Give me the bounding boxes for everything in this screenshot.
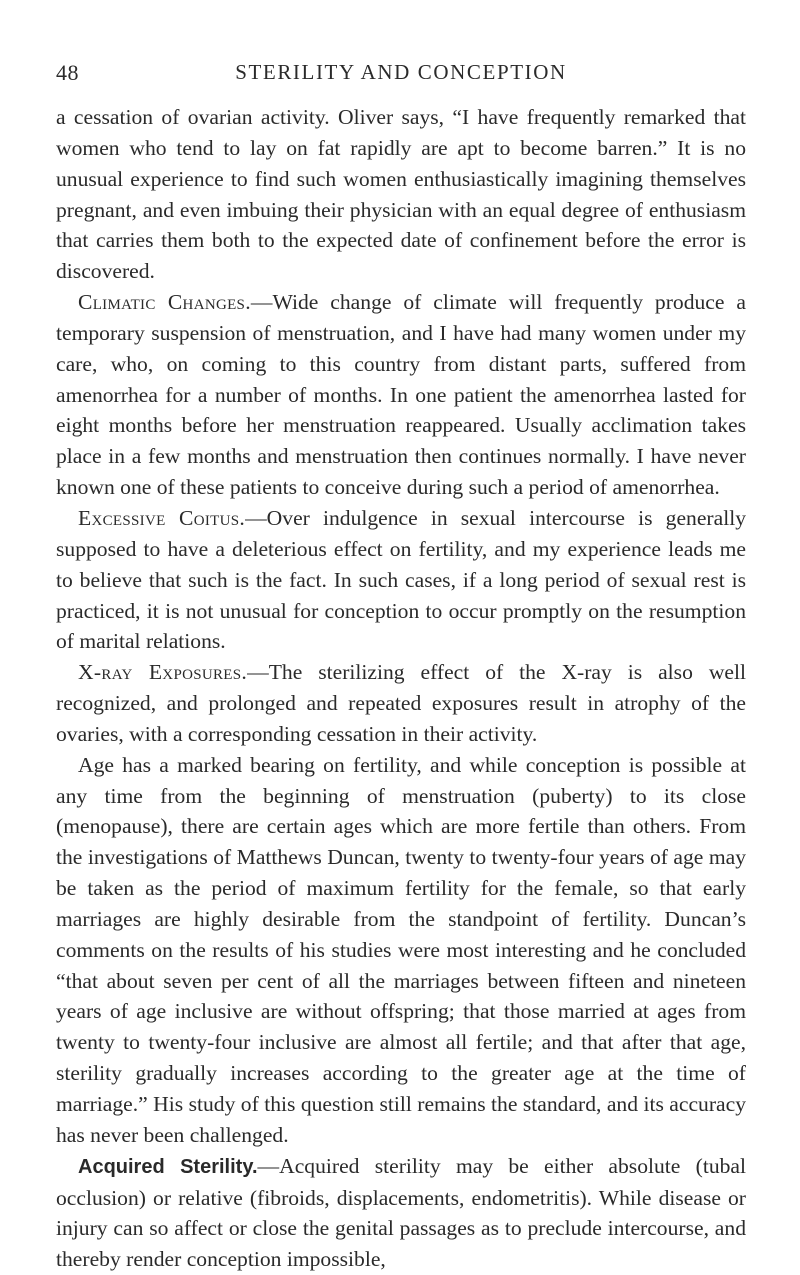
section-head-excessive-coitus: Excessive Coitus. xyxy=(78,505,246,530)
paragraph-acquired-sterility xyxy=(56,1151,746,1275)
paragraph-age-fertility xyxy=(56,750,746,1151)
paragraph-text: a cessation of ovarian activity. Oliver says, “I have frequently remarked that women who tend to lay on fat rapidly are apt to become barren.” It is no unusual experience to find such women enthusiastically imagining themselves pregnant, and even imbuing their physician with an equal degree of enthusiasm that carries them both to the expected date of confinement before the error is discovered. xyxy=(56,105,746,284)
section-head-acquired-sterility: Acquired Sterility. xyxy=(78,1155,258,1178)
paragraph-ovarian-cessation xyxy=(56,102,746,287)
page-number: 48 xyxy=(56,60,79,85)
paragraph-excessive-coitus xyxy=(56,503,746,657)
paragraph-climatic-changes xyxy=(56,287,746,503)
paragraph-text: —The sterilizing effect of the X-ray is also well recognized, and prolonged and repeated exposures result in atrophy of the ovaries, with a corresponding cessation in their activity. xyxy=(56,660,746,746)
section-head-x-ray-exposures: X-ray Exposures. xyxy=(78,660,248,685)
paragraph-text: —Wide change of climate will frequently produce a temporary suspension of menstruation, and I have had many women under my care, who, on coming to this country from distant parts, suffered from amenorrhea for a number of months. In one patient the amenorrhea lasted for eight months before her menstruation reappeared. Usually acclimation takes place in a few months and menstruation then continues normally. I have never known one of these patients to conceive during such a period of amenorrhea. xyxy=(56,290,746,500)
paragraph-x-ray-exposures xyxy=(56,657,746,750)
paragraph-text: Age has a marked bearing on fertility, and while conception is possible at any time from the beginning of menstruation (puberty) to its close (menopause), there are certain ages which are more fertile than others. From the investigations of Matthews Duncan, twenty to twenty-four years of age may be taken as the period of maximum fertility for the female, so that early marriages are highly desirable from the standpoint of fertility. Duncan’s comments on the results of his studies were most interesting and he concluded “that about seven per cent of all the marriages between fifteen and nineteen years of age inclusive are without offspring; that those married at ages from twenty to twenty-four inclusive are almost all fertile; and that after that age, sterility gradually increases according to the greater age at the time of marriage.” His study of this question still remains the standard, and its accuracy has never been challenged. xyxy=(56,752,746,1147)
running-title: STERILITY AND CONCEPTION xyxy=(235,60,567,84)
paragraph-text: —Acquired sterility may be either absolute (tubal occlusion) or relative (fibroids, displacements, endometritis). While disease or injury can so affect or close the genital passages as to preclude intercourse, and thereby render conception impossible, xyxy=(56,1153,746,1272)
paragraph-text: —Over indulgence in sexual intercourse is generally supposed to have a deleterious effect on fertility, and my experience leads me to believe that such is the fact. In such cases, if a long period of sexual rest is practiced, it is not unusual for conception to occur promptly on the resumption of marital relations. xyxy=(56,505,746,654)
running-header xyxy=(56,60,746,90)
body-text xyxy=(56,102,746,1275)
section-head-climatic-changes: Climatic Changes. xyxy=(78,290,251,315)
